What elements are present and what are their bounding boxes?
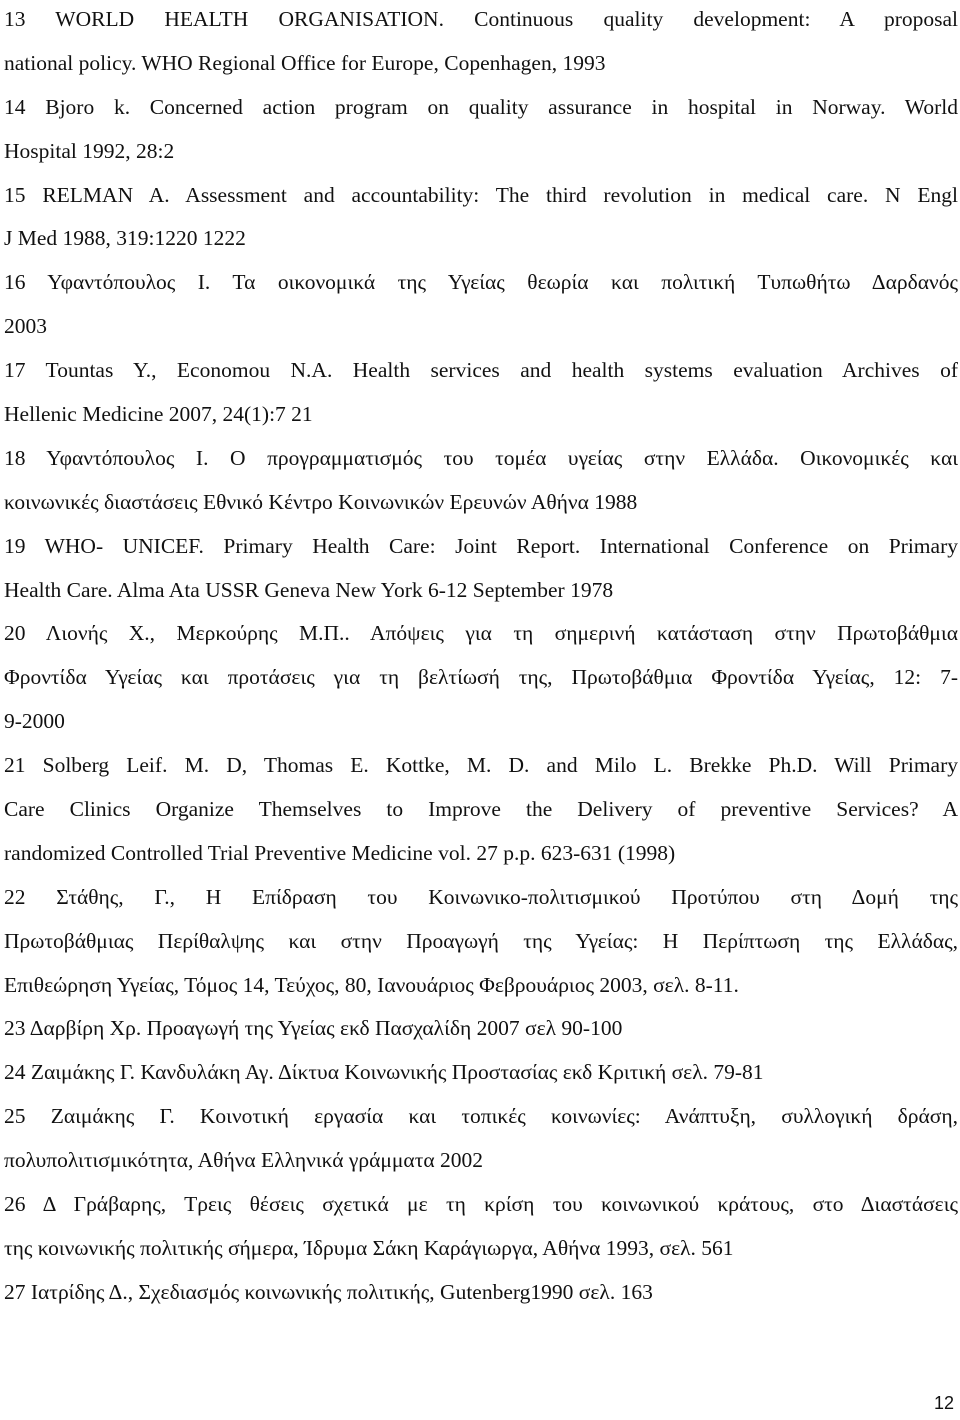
reference-line: 17 Tountas Y., Economou N.A. Health services and health systems evaluation Archives of bbox=[4, 358, 958, 383]
reference-line: national policy. WHO Regional Office for Europe, Copenhagen, 1993 bbox=[4, 50, 606, 75]
reference-line: randomized Controlled Trial Preventive Medicine vol. 27 p.p. 623-631 (1998) bbox=[4, 840, 676, 865]
reference-line: 20 Λιονής Χ., Μερκούρης Μ.Π.. Απόψεις για τη σημερινή κατάσταση στην Πρωτοβάθμια bbox=[4, 621, 958, 646]
reference-line: Πρωτοβάθμιας Περίθαλψης και στην Προαγωγή της Υγείας: Η Περίπτωση της Ελλάδας, bbox=[4, 928, 958, 953]
reference-line: Hellenic Medicine 2007, 24(1):7 21 bbox=[4, 402, 313, 427]
reference-line: 23 Δαρβίρη Χρ. Προαγωγή της Υγείας εκδ Πασχαλίδη 2007 σελ 90-100 bbox=[4, 1016, 623, 1041]
reference-line: 9-2000 bbox=[4, 709, 65, 734]
reference-line: 15 RELMAN A. Assessment and accountability: The third revolution in medical care. N Engl bbox=[4, 182, 958, 207]
reference-line: 18 Υφαντόπουλος Ι. Ο προγραμματισμός του τομέα υγείας στην Ελλάδα. Οικονομικές και bbox=[4, 445, 958, 470]
reference-line: 19 WHO- UNICEF. Primary Health Care: Joint Report. International Conference on Primary bbox=[4, 533, 958, 558]
reference-line: 13 WORLD HEALTH ORGANISATION. Continuous quality development: A proposal bbox=[4, 7, 958, 31]
reference-line: J Med 1988, 319:1220 1222 bbox=[4, 226, 246, 251]
reference-line: πολυπολιτισμικότητα, Αθήνα Ελληνικά γράμματα 2002 bbox=[4, 1148, 483, 1173]
reference-line: Health Care. Alma Ata USSR Geneva New York 6-12 September 1978 bbox=[4, 577, 614, 602]
reference-line: Επιθεώρηση Υγείας, Τόμος 14, Τεύχος, 80, Ιανουάριος Φεβρουάριος 2003, σελ. 8-11. bbox=[4, 972, 739, 997]
reference-line: 26 Δ Γράβαρης, Τρεις θέσεις σχετικά με τη κρίση του κοινωνικού κράτους, στο Διαστάσεις bbox=[4, 1192, 958, 1217]
reference-line: Hospital 1992, 28:2 bbox=[4, 138, 175, 163]
reference-line: Φροντίδα Υγείας και προτάσεις για τη βελτίωσή της, Πρωτοβάθμια Φροντίδα Υγείας, 12: 7- bbox=[4, 665, 958, 690]
reference-line: 27 Ιατρίδης Δ., Σχεδιασμός κοινωνικής πολιτικής, Gutenberg1990 σελ. 163 bbox=[4, 1279, 653, 1304]
reference-line: 16 Υφαντόπουλος Ι. Τα οικονομικά της Υγείας θεωρία και πολιτική Τυπωθήτω Δαρδανός bbox=[4, 270, 958, 295]
reference-line: 25 Ζαιμάκης Γ. Κοινοτική εργασία και τοπικές κοινωνίες: Ανάπτυξη, συλλογική δράση, bbox=[4, 1104, 958, 1129]
reference-line: 24 Ζαιμάκης Γ. Κανδυλάκη Αγ. Δίκτυα Κοινωνικής Προστασίας εκδ Κριτική σελ. 79-81 bbox=[4, 1060, 764, 1085]
reference-line: 21 Solberg Leif. M. D, Thomas E. Kottke, M. D. and Milo L. Brekke Ph.D. Will Primary bbox=[4, 753, 958, 778]
reference-line: της κοινωνικής πολιτικής σήμερα, Ίδρυμα Σάκη Καράγιωργα, Αθήνα 1993, σελ. 561 bbox=[4, 1235, 734, 1260]
reference-line: κοινωνικές διαστάσεις Εθνικό Κέντρο Κοινωνικών Ερευνών Αθήνα 1988 bbox=[4, 489, 638, 514]
reference-line: 2003 bbox=[4, 314, 47, 339]
reference-line: Care Clinics Organize Themselves to Improve the Delivery of preventive Services? A bbox=[4, 797, 958, 822]
reference-list bbox=[4, 0, 958, 1315]
reference-line: 14 Bjoro k. Concerned action program on quality assurance in hospital in Norway. World bbox=[4, 94, 958, 119]
page-number: 12 bbox=[933, 1393, 954, 1413]
reference-line: 22 Στάθης, Γ., Η Επίδραση του Κοινωνικο-πολιτισμικού Προτύπου στη Δομή της bbox=[4, 884, 958, 909]
